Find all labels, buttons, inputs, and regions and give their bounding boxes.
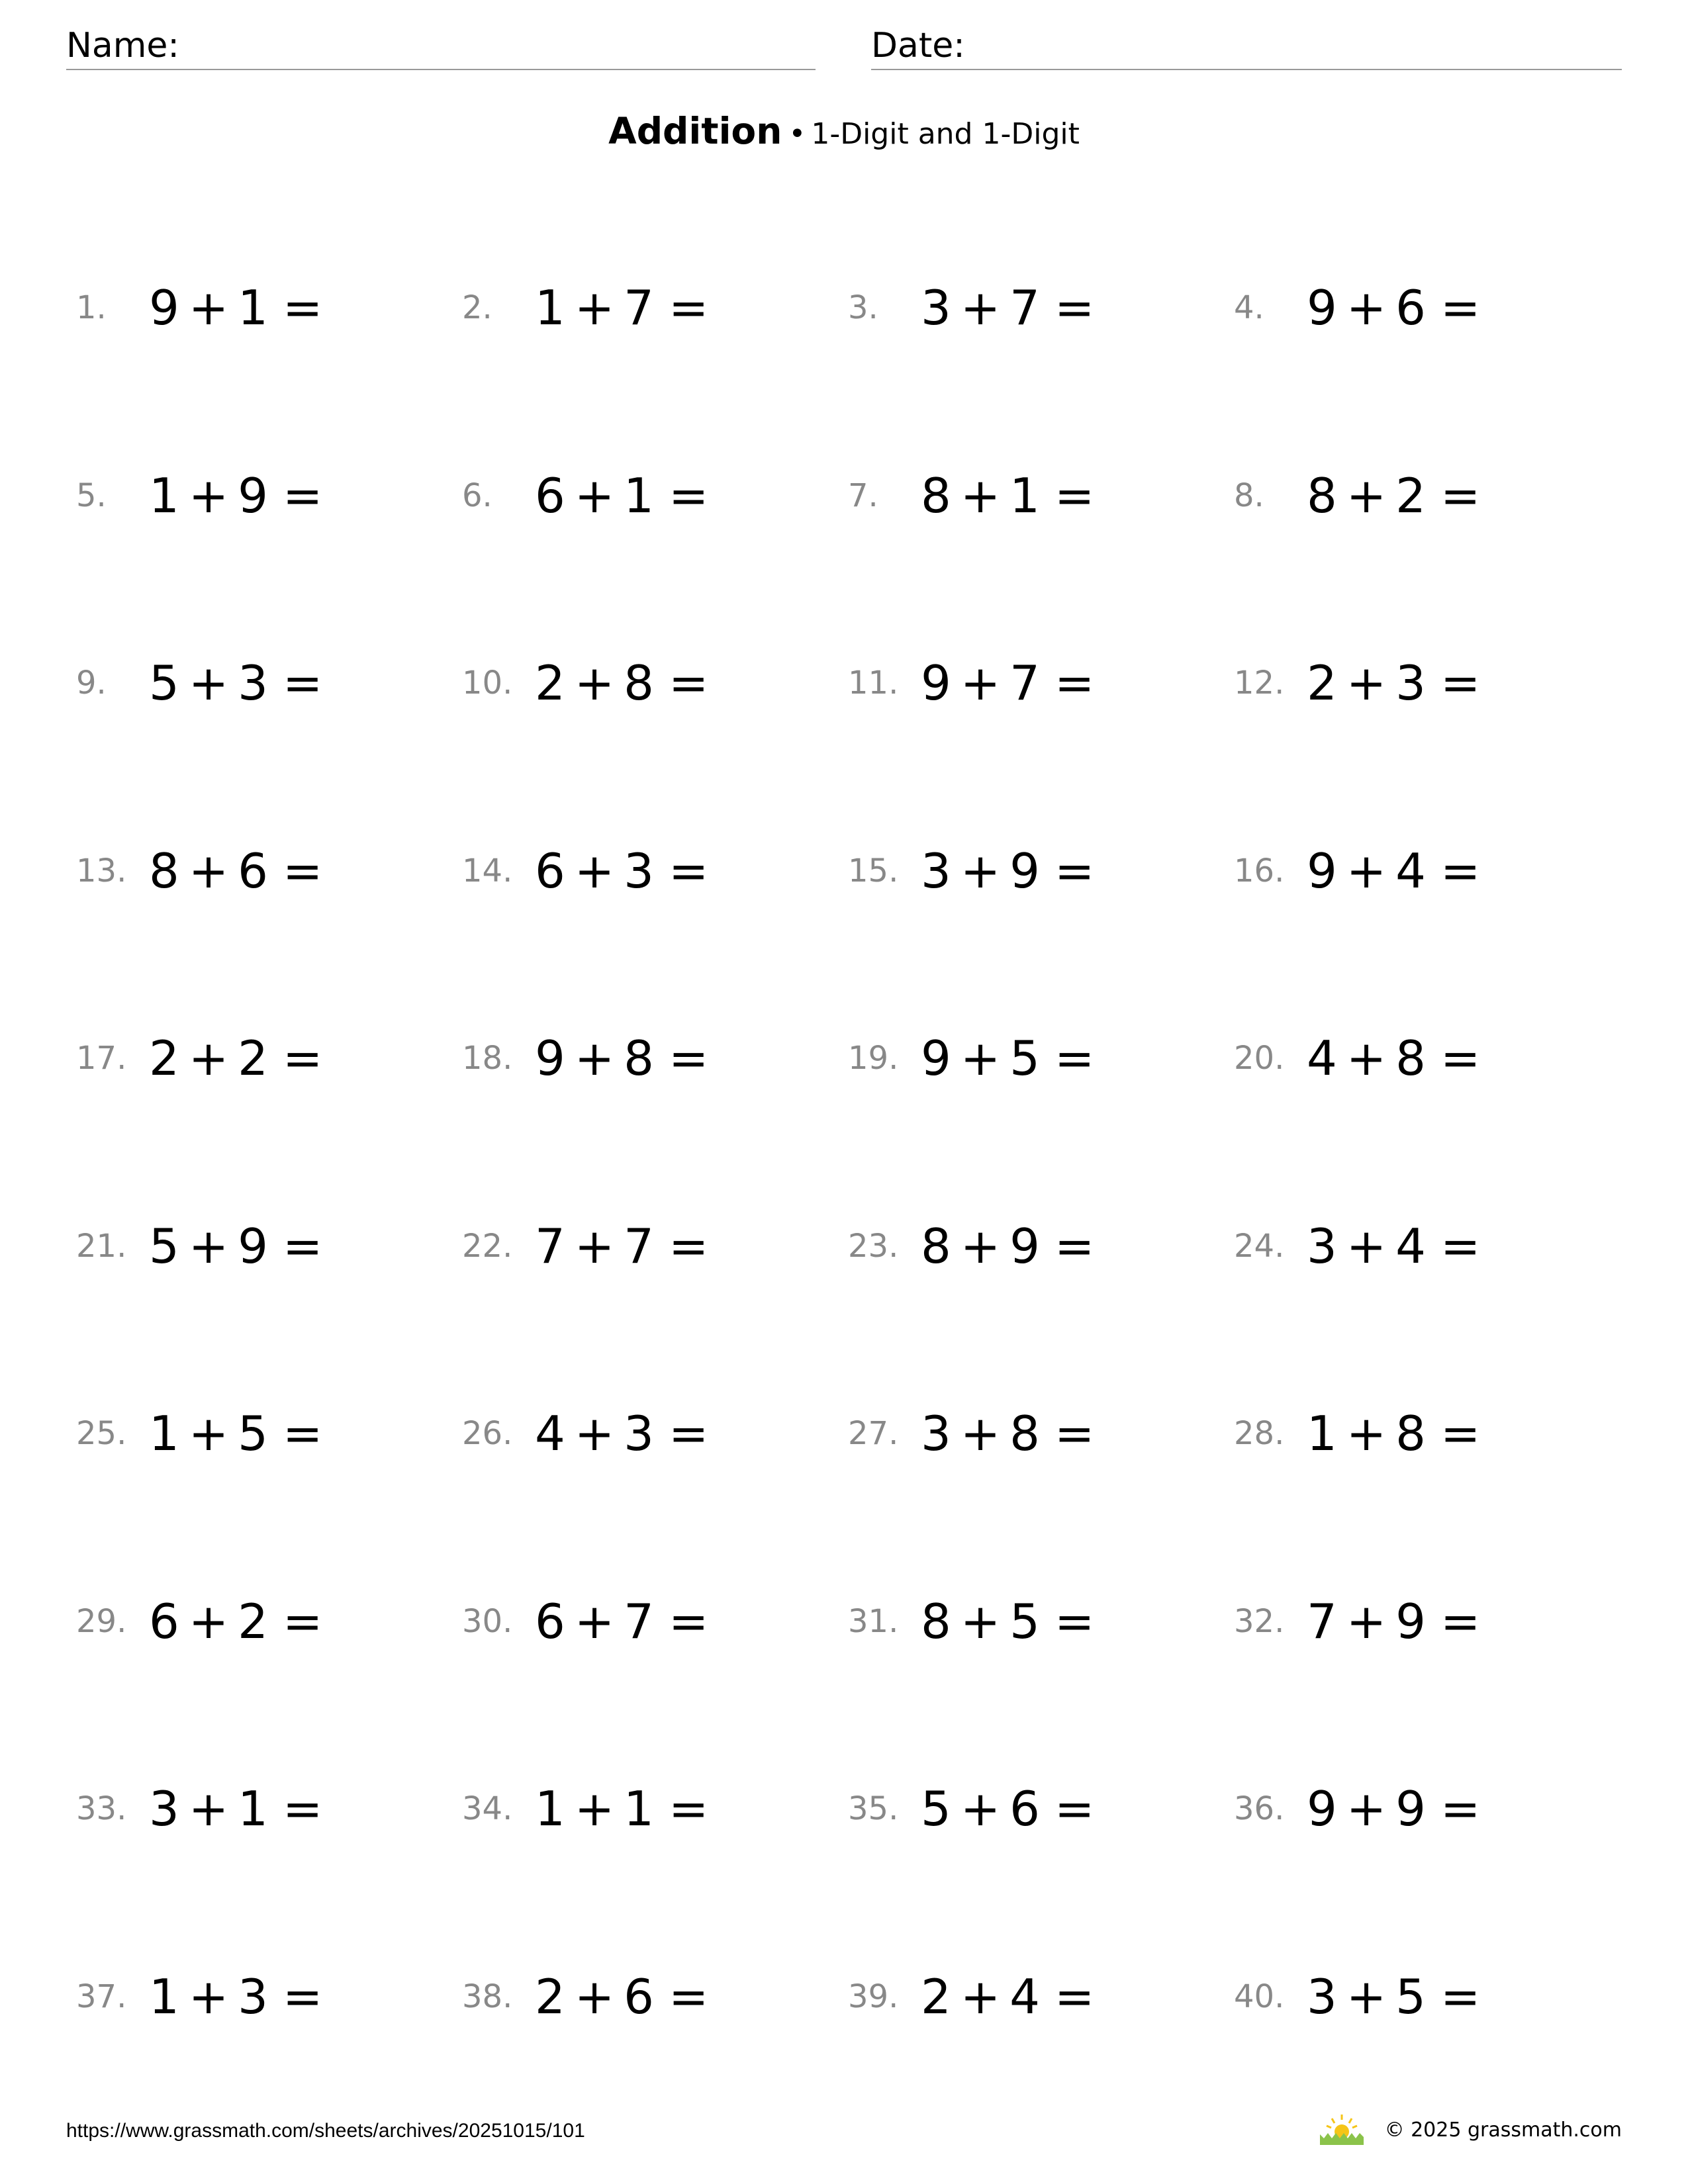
problem-expression (535, 1216, 708, 1276)
operand-b: 9 (1009, 842, 1040, 899)
plus-operator: + (574, 655, 615, 711)
problem-item[interactable] (462, 1216, 833, 1276)
problem-item[interactable] (76, 653, 447, 713)
equals-sign: = (1054, 1030, 1095, 1086)
problem-expression (149, 1779, 322, 1839)
plus-operator: + (188, 467, 229, 523)
operand-a: 4 (1307, 1030, 1337, 1086)
problem-number: 38. (462, 1978, 513, 2015)
footer-branding (1319, 2111, 1622, 2148)
equals-sign: = (1440, 842, 1481, 899)
problem-item[interactable] (848, 1216, 1219, 1276)
problem-item[interactable] (1234, 1779, 1605, 1839)
problem-expression (535, 1967, 708, 2026)
operand-a: 2 (149, 1030, 179, 1086)
operand-a: 2 (535, 655, 565, 711)
equals-sign: = (668, 467, 709, 523)
problem-item[interactable] (462, 1967, 833, 2026)
equals-sign: = (1054, 1968, 1095, 2025)
problem-number: 24. (1234, 1227, 1285, 1265)
operand-a: 3 (1307, 1218, 1337, 1274)
problem-number: 28. (1234, 1415, 1285, 1452)
problem-item[interactable] (1234, 278, 1605, 338)
operand-a: 3 (921, 280, 951, 336)
operand-a: 2 (535, 1968, 565, 2025)
problem-item[interactable] (848, 1404, 1219, 1463)
problem-expression (149, 653, 322, 713)
problem-expression (1307, 1967, 1480, 2026)
operand-a: 1 (535, 280, 565, 336)
equals-sign: = (1440, 1406, 1481, 1461)
equals-sign: = (668, 1593, 709, 1649)
problem-expression (921, 278, 1094, 338)
operand-b: 4 (1395, 1218, 1426, 1274)
problem-item[interactable] (462, 1404, 833, 1463)
operand-b: 4 (1009, 1968, 1040, 2025)
grass-sun-logo-icon (1319, 2113, 1365, 2146)
problem-number: 25. (76, 1415, 127, 1452)
operand-b: 8 (1395, 1030, 1426, 1086)
equals-sign: = (1054, 1218, 1095, 1274)
operand-b: 7 (624, 1218, 654, 1274)
problem-number: 19. (848, 1040, 899, 1077)
plus-operator: + (188, 655, 229, 711)
operand-b: 9 (1395, 1781, 1426, 1837)
operand-b: 9 (238, 467, 268, 523)
equals-sign: = (1440, 1030, 1481, 1086)
equals-sign: = (668, 280, 709, 336)
problem-item[interactable] (1234, 1028, 1605, 1088)
problem-number: 36. (1234, 1790, 1285, 1827)
operand-a: 2 (921, 1968, 951, 2025)
plus-operator: + (574, 1030, 615, 1086)
plus-operator: + (574, 1968, 615, 2025)
equals-sign: = (282, 1781, 323, 1837)
operand-b: 8 (1009, 1406, 1040, 1461)
operand-b: 7 (1009, 655, 1040, 711)
operand-a: 9 (1307, 1781, 1337, 1837)
problem-number: 1. (76, 289, 107, 326)
problem-number: 27. (848, 1415, 899, 1452)
equals-sign: = (1054, 467, 1095, 523)
problem-number: 3. (848, 289, 878, 326)
equals-sign: = (282, 1406, 323, 1461)
problem-number: 12. (1234, 664, 1285, 702)
operand-a: 8 (921, 467, 951, 523)
operand-a: 9 (921, 1030, 951, 1086)
operand-b: 2 (238, 1593, 268, 1649)
plus-operator: + (188, 842, 229, 899)
problem-item[interactable] (462, 466, 833, 525)
plus-operator: + (960, 1218, 1001, 1274)
operand-b: 3 (624, 842, 654, 899)
problem-expression (921, 1592, 1094, 1651)
problem-item[interactable] (848, 278, 1219, 338)
plus-operator: + (574, 280, 615, 336)
operand-b: 8 (1395, 1406, 1426, 1461)
operand-b: 9 (1009, 1218, 1040, 1274)
problem-item[interactable] (848, 653, 1219, 713)
problem-item[interactable] (1234, 841, 1605, 901)
plus-operator: + (1346, 842, 1387, 899)
operand-b: 5 (238, 1406, 268, 1461)
operand-b: 7 (624, 280, 654, 336)
operand-a: 6 (149, 1593, 179, 1649)
operand-b: 3 (1395, 655, 1426, 711)
operand-a: 3 (149, 1781, 179, 1837)
operand-a: 8 (921, 1218, 951, 1274)
equals-sign: = (282, 1593, 323, 1649)
operand-a: 8 (149, 842, 179, 899)
problem-number: 2. (462, 289, 492, 326)
operand-b: 3 (238, 655, 268, 711)
problem-item[interactable] (1234, 1967, 1605, 2026)
problem-number: 20. (1234, 1040, 1285, 1077)
problem-expression (921, 1216, 1094, 1276)
problem-expression (149, 1967, 322, 2026)
problem-expression (1307, 466, 1480, 525)
problem-item[interactable] (848, 841, 1219, 901)
plus-operator: + (1346, 280, 1387, 336)
problem-number: 13. (76, 852, 127, 889)
footer-url[interactable]: https://www.grassmath.com/sheets/archives/20251015/101 (66, 2120, 585, 2142)
operand-a: 1 (1307, 1406, 1337, 1461)
plus-operator: + (1346, 1218, 1387, 1274)
plus-operator: + (960, 842, 1001, 899)
operand-b: 1 (1009, 467, 1040, 523)
problem-item[interactable] (1234, 653, 1605, 713)
equals-sign: = (1440, 280, 1481, 336)
problem-item[interactable] (1234, 1404, 1605, 1463)
problem-number: 16. (1234, 852, 1285, 889)
plus-operator: + (1346, 1781, 1387, 1837)
plus-operator: + (960, 1406, 1001, 1461)
operand-b: 9 (1395, 1593, 1426, 1649)
equals-sign: = (1440, 467, 1481, 523)
plus-operator: + (574, 1406, 615, 1461)
operand-b: 6 (1395, 280, 1426, 336)
problem-expression (535, 1404, 708, 1463)
plus-operator: + (1346, 1593, 1387, 1649)
problem-expression (921, 1967, 1094, 2026)
problem-number: 18. (462, 1040, 513, 1077)
problem-item[interactable] (76, 1028, 447, 1088)
problem-item[interactable] (1234, 1216, 1605, 1276)
problem-expression (149, 278, 322, 338)
problem-number: 40. (1234, 1978, 1285, 2015)
name-field[interactable] (66, 23, 816, 70)
problem-expression (921, 466, 1094, 525)
problem-number: 4. (1234, 289, 1264, 326)
operand-a: 9 (1307, 280, 1337, 336)
problem-number: 8. (1234, 477, 1264, 514)
equals-sign: = (282, 467, 323, 523)
problem-item[interactable] (1234, 1592, 1605, 1651)
problem-number: 23. (848, 1227, 899, 1265)
problem-item[interactable] (76, 1404, 447, 1463)
operand-b: 5 (1395, 1968, 1426, 2025)
problem-item[interactable] (848, 1779, 1219, 1839)
problem-expression (921, 1779, 1094, 1839)
operand-a: 7 (535, 1218, 565, 1274)
operand-b: 1 (624, 467, 654, 523)
plus-operator: + (960, 1593, 1001, 1649)
equals-sign: = (282, 655, 323, 711)
plus-operator: + (1346, 655, 1387, 711)
operand-a: 9 (1307, 842, 1337, 899)
problem-item[interactable] (1234, 466, 1605, 525)
problem-number: 26. (462, 1415, 513, 1452)
equals-sign: = (282, 1030, 323, 1086)
plus-operator: + (1346, 467, 1387, 523)
equals-sign: = (1440, 1218, 1481, 1274)
equals-sign: = (1440, 1781, 1481, 1837)
operand-a: 9 (535, 1030, 565, 1086)
problem-expression (149, 466, 322, 525)
plus-operator: + (960, 467, 1001, 523)
problem-item[interactable] (462, 841, 833, 901)
problem-expression (149, 1216, 322, 1276)
plus-operator: + (574, 1218, 615, 1274)
problem-item[interactable] (76, 278, 447, 338)
plus-operator: + (188, 1781, 229, 1837)
operand-b: 6 (238, 842, 268, 899)
operand-a: 5 (149, 1218, 179, 1274)
plus-operator: + (574, 842, 615, 899)
equals-sign: = (668, 842, 709, 899)
problem-expression (1307, 1779, 1480, 1839)
equals-sign: = (1440, 1968, 1481, 2025)
operand-a: 9 (149, 280, 179, 336)
operand-a: 1 (149, 1406, 179, 1461)
operand-b: 8 (624, 655, 654, 711)
operand-b: 1 (238, 1781, 268, 1837)
problem-expression (149, 1592, 322, 1651)
equals-sign: = (1054, 280, 1095, 336)
operand-a: 5 (149, 655, 179, 711)
equals-sign: = (282, 280, 323, 336)
problem-expression (535, 1592, 708, 1651)
operand-a: 9 (921, 655, 951, 711)
problem-expression (535, 466, 708, 525)
problem-expression (535, 278, 708, 338)
problem-item[interactable] (462, 1592, 833, 1651)
problem-number: 17. (76, 1040, 127, 1077)
problem-expression (149, 841, 322, 901)
operand-a: 6 (535, 1593, 565, 1649)
operand-b: 3 (238, 1968, 268, 2025)
operand-a: 7 (1307, 1593, 1337, 1649)
equals-sign: = (668, 1218, 709, 1274)
problem-number: 33. (76, 1790, 127, 1827)
problem-number: 39. (848, 1978, 899, 2015)
problem-number: 11. (848, 664, 899, 702)
operand-b: 7 (1009, 280, 1040, 336)
operand-a: 3 (921, 1406, 951, 1461)
equals-sign: = (668, 1406, 709, 1461)
operand-a: 8 (921, 1593, 951, 1649)
problem-number: 31. (848, 1602, 899, 1640)
plus-operator: + (188, 280, 229, 336)
equals-sign: = (1054, 842, 1095, 899)
equals-sign: = (668, 1781, 709, 1837)
operand-a: 1 (149, 1968, 179, 2025)
problem-item[interactable] (462, 653, 833, 713)
plus-operator: + (188, 1406, 229, 1461)
problem-number: 34. (462, 1790, 513, 1827)
problem-expression (149, 1028, 322, 1088)
problem-number: 10. (462, 664, 513, 702)
plus-operator: + (960, 655, 1001, 711)
problem-item[interactable] (462, 1028, 833, 1088)
equals-sign: = (1054, 655, 1095, 711)
operand-b: 9 (238, 1218, 268, 1274)
operand-b: 5 (1009, 1593, 1040, 1649)
problem-expression (921, 1028, 1094, 1088)
problem-expression (535, 1028, 708, 1088)
problem-number: 32. (1234, 1602, 1285, 1640)
problem-item[interactable] (462, 278, 833, 338)
operand-a: 1 (149, 467, 179, 523)
plus-operator: + (188, 1030, 229, 1086)
title-main: Addition (608, 110, 782, 152)
problem-expression (535, 1779, 708, 1839)
operand-b: 8 (624, 1030, 654, 1086)
problem-expression (1307, 841, 1480, 901)
plus-operator: + (1346, 1030, 1387, 1086)
problem-number: 6. (462, 477, 492, 514)
equals-sign: = (1054, 1593, 1095, 1649)
plus-operator: + (960, 1781, 1001, 1837)
operand-b: 6 (1009, 1781, 1040, 1837)
operand-b: 1 (624, 1781, 654, 1837)
problem-item[interactable] (76, 1216, 447, 1276)
problem-number: 21. (76, 1227, 127, 1265)
problem-expression (1307, 278, 1480, 338)
problem-item[interactable] (76, 1779, 447, 1839)
operand-b: 2 (238, 1030, 268, 1086)
plus-operator: + (960, 280, 1001, 336)
problem-expression (535, 841, 708, 901)
plus-operator: + (960, 1030, 1001, 1086)
operand-a: 1 (535, 1781, 565, 1837)
equals-sign: = (1440, 655, 1481, 711)
title-separator: • (788, 117, 806, 151)
problem-number: 29. (76, 1602, 127, 1640)
problem-number: 5. (76, 477, 107, 514)
operand-a: 4 (535, 1406, 565, 1461)
operand-a: 5 (921, 1781, 951, 1837)
plus-operator: + (1346, 1406, 1387, 1461)
operand-b: 2 (1395, 467, 1426, 523)
problem-number: 35. (848, 1790, 899, 1827)
equals-sign: = (282, 1968, 323, 2025)
problem-number: 30. (462, 1602, 513, 1640)
equals-sign: = (282, 842, 323, 899)
problem-number: 14. (462, 852, 513, 889)
operand-a: 3 (1307, 1968, 1337, 2025)
operand-b: 5 (1009, 1030, 1040, 1086)
operand-b: 6 (624, 1968, 654, 2025)
operand-b: 1 (238, 280, 268, 336)
problem-expression (1307, 1404, 1480, 1463)
plus-operator: + (574, 1781, 615, 1837)
problem-expression (921, 653, 1094, 713)
operand-b: 3 (624, 1406, 654, 1461)
plus-operator: + (188, 1218, 229, 1274)
problem-item[interactable] (848, 1028, 1219, 1088)
plus-operator: + (960, 1968, 1001, 2025)
problem-item[interactable] (848, 1967, 1219, 2026)
equals-sign: = (1054, 1406, 1095, 1461)
date-label: Date: (871, 26, 965, 66)
problem-expression (1307, 653, 1480, 713)
operand-b: 4 (1395, 842, 1426, 899)
equals-sign: = (282, 1218, 323, 1274)
equals-sign: = (1054, 1781, 1095, 1837)
operand-a: 2 (1307, 655, 1337, 711)
operand-b: 7 (624, 1593, 654, 1649)
equals-sign: = (1440, 1593, 1481, 1649)
operand-a: 8 (1307, 467, 1337, 523)
problem-number: 9. (76, 664, 107, 702)
problem-item[interactable] (76, 841, 447, 901)
equals-sign: = (668, 1968, 709, 2025)
problem-expression (921, 841, 1094, 901)
plus-operator: + (188, 1968, 229, 2025)
equals-sign: = (668, 655, 709, 711)
problem-item[interactable] (76, 1967, 447, 2026)
problem-number: 37. (76, 1978, 127, 2015)
problem-item[interactable] (76, 1592, 447, 1651)
plus-operator: + (188, 1593, 229, 1649)
worksheet-title (0, 105, 1688, 161)
problem-item[interactable] (76, 466, 447, 525)
plus-operator: + (574, 467, 615, 523)
problem-item[interactable] (462, 1779, 833, 1839)
problem-item[interactable] (848, 466, 1219, 525)
date-field[interactable] (871, 23, 1622, 70)
problem-number: 22. (462, 1227, 513, 1265)
operand-a: 3 (921, 842, 951, 899)
problem-number: 15. (848, 852, 899, 889)
problem-number: 7. (848, 477, 878, 514)
plus-operator: + (1346, 1968, 1387, 2025)
problem-item[interactable] (848, 1592, 1219, 1651)
name-label: Name: (66, 26, 179, 66)
problem-expression (1307, 1216, 1480, 1276)
operand-a: 6 (535, 842, 565, 899)
problem-expression (535, 653, 708, 713)
equals-sign: = (668, 1030, 709, 1086)
problem-expression (149, 1404, 322, 1463)
problem-expression (1307, 1592, 1480, 1651)
operand-a: 6 (535, 467, 565, 523)
footer-copyright: © 2025 grassmath.com (1384, 2118, 1622, 2142)
problem-expression (921, 1404, 1094, 1463)
title-subtitle: 1-Digit and 1-Digit (811, 117, 1080, 151)
plus-operator: + (574, 1593, 615, 1649)
problem-expression (1307, 1028, 1480, 1088)
